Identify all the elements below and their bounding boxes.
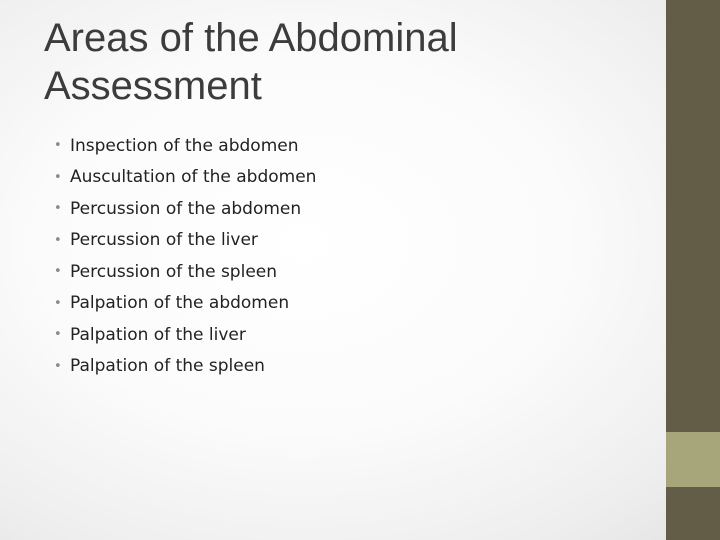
side-bar-bottom-block xyxy=(666,487,720,540)
slide-title-line-2: Assessment xyxy=(44,64,262,108)
side-bar-accent-block xyxy=(666,432,720,487)
bullet-item xyxy=(44,162,644,194)
bullet-item xyxy=(44,319,644,351)
bullet-text: Palpation of the liver xyxy=(70,324,246,345)
bullet-dot-icon: • xyxy=(54,358,62,374)
bullet-list xyxy=(44,130,644,382)
bullet-text: Palpation of the abdomen xyxy=(70,293,290,314)
bullet-text: Percussion of the spleen xyxy=(70,261,278,282)
bullet-dot-icon: • xyxy=(54,232,62,248)
bullet-dot-icon: • xyxy=(54,138,62,154)
bullet-text: Palpation of the spleen xyxy=(70,356,265,377)
slide-title-line-1: Areas of the Abdominal xyxy=(44,16,458,60)
bullet-text: Inspection of the abdomen xyxy=(70,135,299,156)
bullet-dot-icon: • xyxy=(54,327,62,343)
bullet-dot-icon: • xyxy=(54,295,62,311)
slide-title xyxy=(44,14,644,110)
bullet-text: Percussion of the abdomen xyxy=(70,198,302,219)
bullet-dot-icon: • xyxy=(54,264,62,280)
bullet-item xyxy=(44,351,644,383)
bullet-item xyxy=(44,193,644,225)
bullet-dot-icon: • xyxy=(54,169,62,185)
bullet-item xyxy=(44,225,644,257)
bullet-dot-icon: • xyxy=(54,201,62,217)
bullet-item xyxy=(44,130,644,162)
bullet-text: Auscultation of the abdomen xyxy=(70,167,317,188)
bullet-item xyxy=(44,256,644,288)
side-bar-top-block xyxy=(666,0,720,432)
bullet-text: Percussion of the liver xyxy=(70,230,258,251)
bullet-item xyxy=(44,288,644,320)
